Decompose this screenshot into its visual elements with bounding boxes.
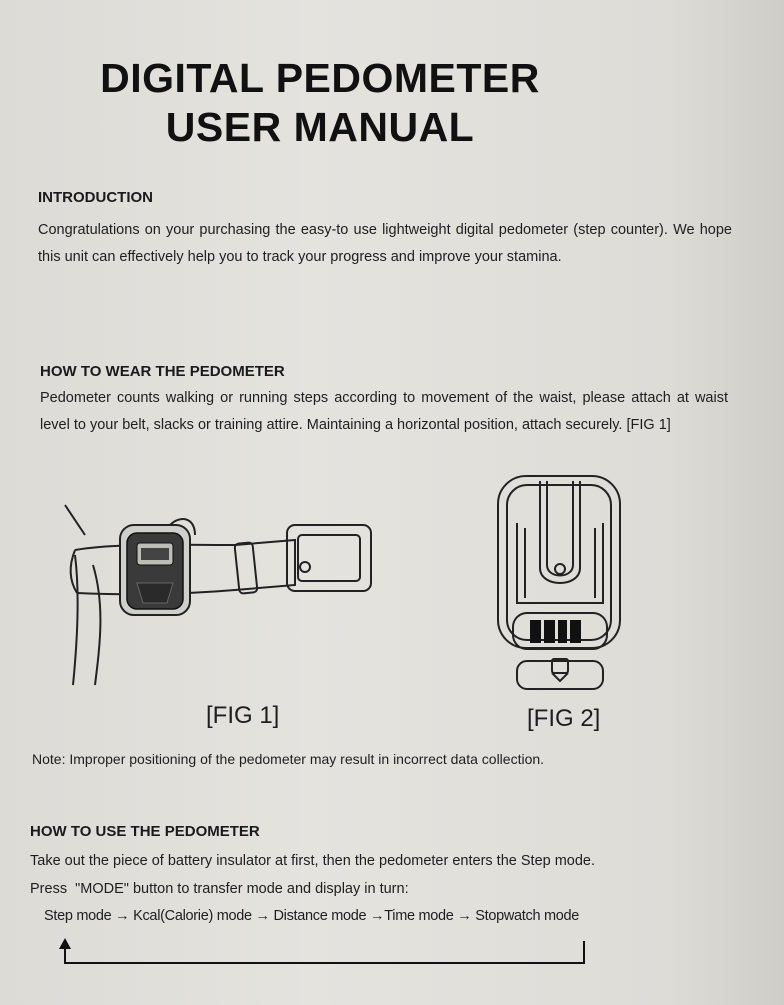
use-paragraph-line1: Take out the piece of battery insulator at first, then the pedometer enters the Step mode.	[30, 853, 596, 869]
use-heading: HOW TO USE THE PEDOMETER	[30, 823, 260, 840]
mode-kcal: Kcal(Calorie) mode	[133, 908, 252, 924]
use-paragraph-line2: Press "MODE" button to transfer mode and display in turn:	[30, 881, 409, 897]
arrow-right-icon: →	[370, 908, 385, 924]
arrow-right-icon: →	[457, 908, 476, 924]
wear-paragraph: Pedometer counts walking or running steps according to movement of the waist, please attach at waist level to your belt, slacks or training attire. Maintaining a horizontal position, attach securely. [FIG 1]	[40, 390, 728, 433]
page-title-line1: DIGITAL PEDOMETER	[100, 55, 540, 101]
fig2-caption: [FIG 2]	[527, 705, 601, 732]
wear-heading: HOW TO WEAR THE PEDOMETER	[40, 363, 285, 380]
mode-distance: Distance mode	[273, 908, 367, 924]
positioning-note: Note: Improper positioning of the pedometer may result in incorrect data collection.	[32, 751, 545, 767]
fig1-caption: [FIG 1]	[206, 702, 280, 729]
mode-sequence	[44, 908, 579, 924]
fig1-belt-illustration	[55, 495, 385, 695]
arrow-right-icon: →	[115, 908, 134, 924]
fig2-clip-illustration	[495, 473, 625, 698]
intro-paragraph: Congratulations on your purchasing the easy-to use lightweight digital pedometer (step counter). We hope this unit can effectively help you to track your progress and improve your stamina.	[38, 222, 732, 265]
mode-stopwatch: Stopwatch mode	[475, 908, 580, 924]
intro-heading: INTRODUCTION	[38, 189, 153, 206]
page-title-line2: USER MANUAL	[165, 104, 475, 150]
arrow-right-icon: →	[255, 908, 274, 924]
loop-back-arrow-icon	[56, 935, 596, 970]
mode-step: Step mode	[44, 908, 112, 924]
pedometer-device	[120, 525, 190, 615]
mode-time: Time mode	[384, 908, 454, 924]
